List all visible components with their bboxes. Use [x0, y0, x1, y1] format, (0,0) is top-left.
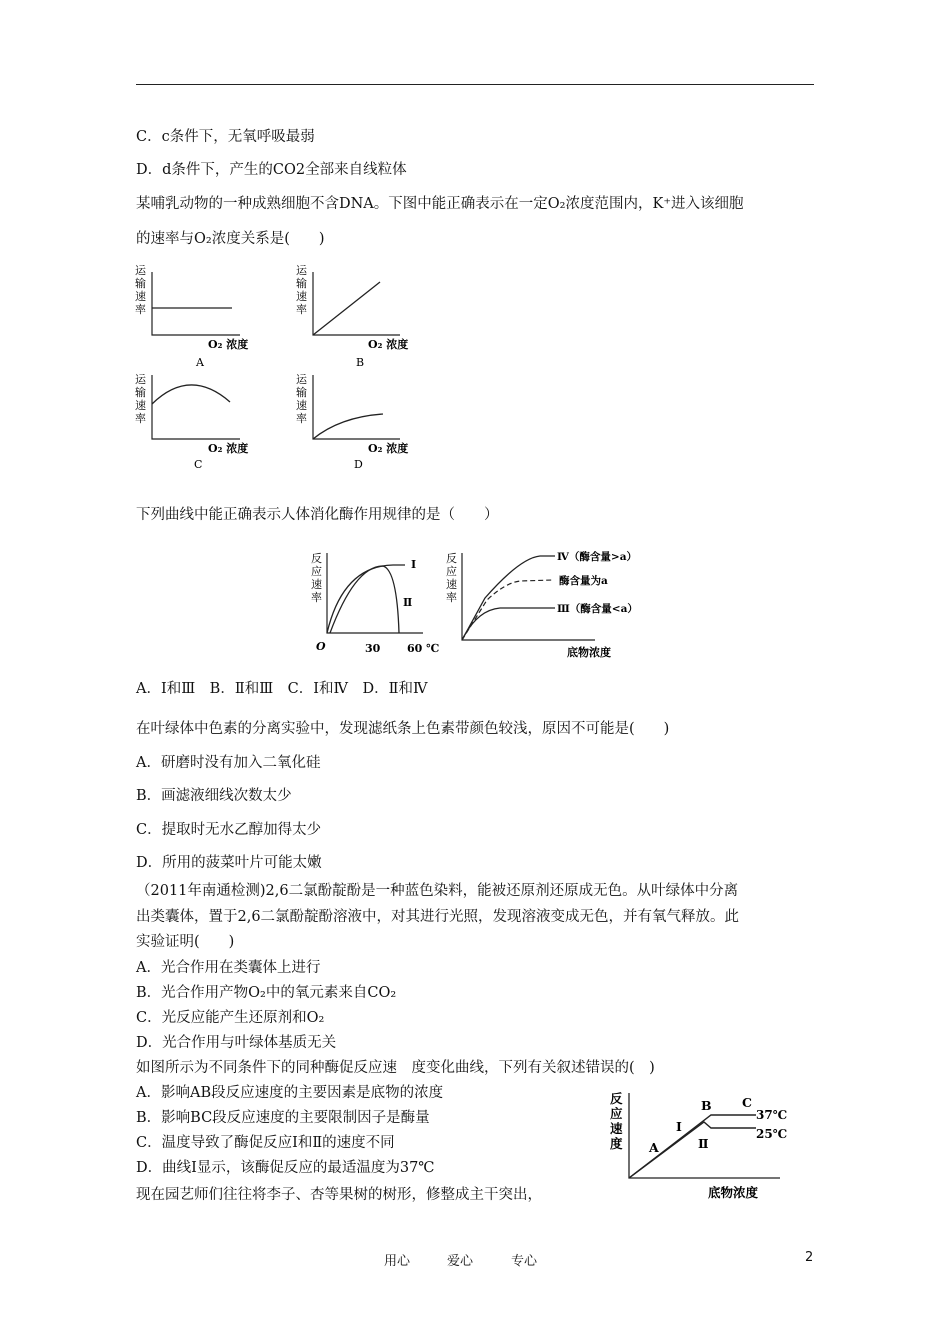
curve-iv-label: Ⅳ（酶含量>a）: [557, 551, 638, 563]
xlabel-c: O₂ 浓度: [208, 442, 249, 455]
panel-c: [135, 373, 248, 471]
svg-text:率: 率: [296, 412, 307, 425]
ylabel-3-3: 速: [610, 1121, 623, 1136]
option-c-text: C．温度导致了酶促反应Ⅰ和Ⅱ的速度不同: [136, 1135, 395, 1151]
panel-label-a: A: [196, 356, 204, 369]
svg-text:输: 输: [296, 277, 307, 290]
ylabel-a-2: 输: [135, 277, 146, 290]
tick-30: 30: [365, 642, 381, 655]
temp-37-label: 37℃: [756, 1108, 788, 1122]
temperature-graph: [311, 552, 439, 655]
xlabel-d: O₂ 浓度: [368, 442, 409, 455]
svg-text:运: 运: [296, 264, 307, 277]
curve-i-label: Ⅰ: [411, 558, 417, 571]
svg-text:速: 速: [296, 399, 307, 412]
question-text: 下列曲线中能正确表示人体消化酶作用规律的是（ ）: [136, 507, 499, 523]
svg-text:反: 反: [311, 552, 322, 565]
svg-text:率: 率: [296, 303, 307, 316]
ylabel-a-4: 率: [135, 303, 146, 316]
ylabel-3-1: 反: [610, 1091, 623, 1106]
footer-word-1: 用心: [384, 1254, 411, 1269]
xlabel-substrate: 底物浓度: [567, 646, 611, 659]
question-text: （2011年南通检测)2,6二氯酚靛酚是一种蓝色染料，能被还原剂还原成无色。从叶绿体中分离: [136, 883, 739, 899]
reaction-speed-figure: [600, 1085, 800, 1203]
option-b-text: B．画滤液细线次数太少: [136, 788, 292, 804]
footer-word-3: 专心: [511, 1254, 538, 1269]
option-b-text: B．影响BC段反应速度的主要限制因子是酶量: [136, 1110, 430, 1126]
option-d-text: D．光合作用与叶绿体基质无关: [136, 1035, 337, 1051]
point-c-label: C: [742, 1095, 752, 1110]
panel-d: [296, 373, 408, 471]
option-a-text: A．研磨时没有加入二氧化硅: [136, 755, 321, 771]
origin-label: O: [316, 640, 326, 653]
footer-word-2: 爱心: [447, 1254, 474, 1269]
option-c-text: C．光反应能产生还原剂和O₂: [136, 1010, 325, 1026]
option-c-text: C．c条件下，无氧呼吸最弱: [136, 129, 315, 145]
svg-text:运: 运: [296, 373, 307, 386]
panel-b: [296, 264, 408, 369]
enzyme-curves-figure: [305, 548, 655, 663]
option-d-text: D．曲线Ⅰ显示，该酶促反应的最适温度为37℃: [136, 1160, 435, 1176]
svg-text:运: 运: [135, 373, 146, 386]
curve-ii-label: Ⅱ: [698, 1136, 709, 1151]
panel-label-c: C: [194, 458, 203, 471]
page-number: 2: [805, 1250, 814, 1265]
tick-60: 60 ℃: [407, 642, 440, 655]
curve-iii-label: Ⅲ（酶含量<a）: [557, 603, 638, 615]
point-a-label: A: [649, 1140, 659, 1155]
option-a-text: A．影响AB段反应速度的主要因素是底物的浓度: [136, 1085, 444, 1101]
question-text-cont: 实验证明( ): [136, 934, 235, 950]
option-b-text: B．光合作用产物O₂中的氧元素来自CO₂: [136, 985, 397, 1001]
option-c-text: C．提取时无水乙醇加得太少: [136, 822, 322, 838]
svg-text:速: 速: [135, 399, 146, 412]
svg-text:反: 反: [446, 552, 457, 565]
question-text-cont: 出类囊体，置于2,6二氯酚靛酚溶液中，对其进行光照，发现溶液变成无色，并有氧气释放。此: [136, 909, 740, 925]
svg-text:率: 率: [135, 412, 146, 425]
panel-label-d: D: [354, 458, 363, 471]
temp-25-label: 25℃: [756, 1127, 788, 1141]
header-rule: [136, 84, 814, 85]
ylabel-3-2: 应: [610, 1106, 623, 1121]
svg-text:输: 输: [135, 386, 146, 399]
curve-ii-label: Ⅱ: [403, 596, 413, 609]
ylabel-a-3: 速: [135, 290, 146, 303]
point-b-label: B: [701, 1098, 712, 1113]
ylabel-3-4: 度: [610, 1136, 623, 1151]
question-text-cont: 的速率与O₂浓度关系是( ): [136, 231, 325, 247]
substrate-graph: [446, 550, 638, 659]
svg-text:输: 输: [296, 386, 307, 399]
curve-a-label: 酶含量为a: [559, 575, 608, 587]
svg-text:速: 速: [446, 578, 457, 591]
option-a-text: A．光合作用在类囊体上进行: [136, 960, 321, 976]
xlabel-a: O₂ 浓度: [208, 338, 249, 351]
question-text: 现在园艺师们往往将李子、杏等果树的树形，修整成主干突出，: [136, 1187, 542, 1203]
svg-text:速: 速: [296, 290, 307, 303]
transport-rate-figure: [128, 262, 428, 482]
option-d-text: D．d条件下，产生的CO2全部来自线粒体: [136, 162, 407, 178]
question-text: 如图所示为不同条件下的同种酶促反应速 度变化曲线，下列有关叙述错误的( ): [136, 1060, 655, 1076]
question-text: 在叶绿体中色素的分离实验中，发现滤纸条上色素带颜色较浅，原因不可能是( ): [136, 721, 670, 737]
svg-text:应: 应: [446, 565, 457, 578]
svg-text:速: 速: [311, 578, 322, 591]
ylabel-a-1: 运: [135, 264, 146, 277]
xlabel-3: 底物浓度: [708, 1185, 759, 1200]
panel-a: [135, 264, 248, 369]
svg-text:应: 应: [311, 565, 322, 578]
curve-i-label: Ⅰ: [676, 1119, 682, 1134]
svg-text:率: 率: [311, 591, 322, 604]
answer-options: A．Ⅰ和Ⅲ B．Ⅱ和Ⅲ C．Ⅰ和Ⅳ D．Ⅱ和Ⅳ: [136, 681, 428, 697]
question-text: 某哺乳动物的一种成熟细胞不含DNA。下图中能正确表示在一定O₂浓度范围内，K⁺进入该细胞: [136, 196, 744, 212]
option-d-text: D．所用的菠菜叶片可能太嫩: [136, 855, 322, 871]
panel-label-b: B: [356, 356, 365, 369]
svg-text:率: 率: [446, 591, 457, 604]
xlabel-b: O₂ 浓度: [368, 338, 409, 351]
